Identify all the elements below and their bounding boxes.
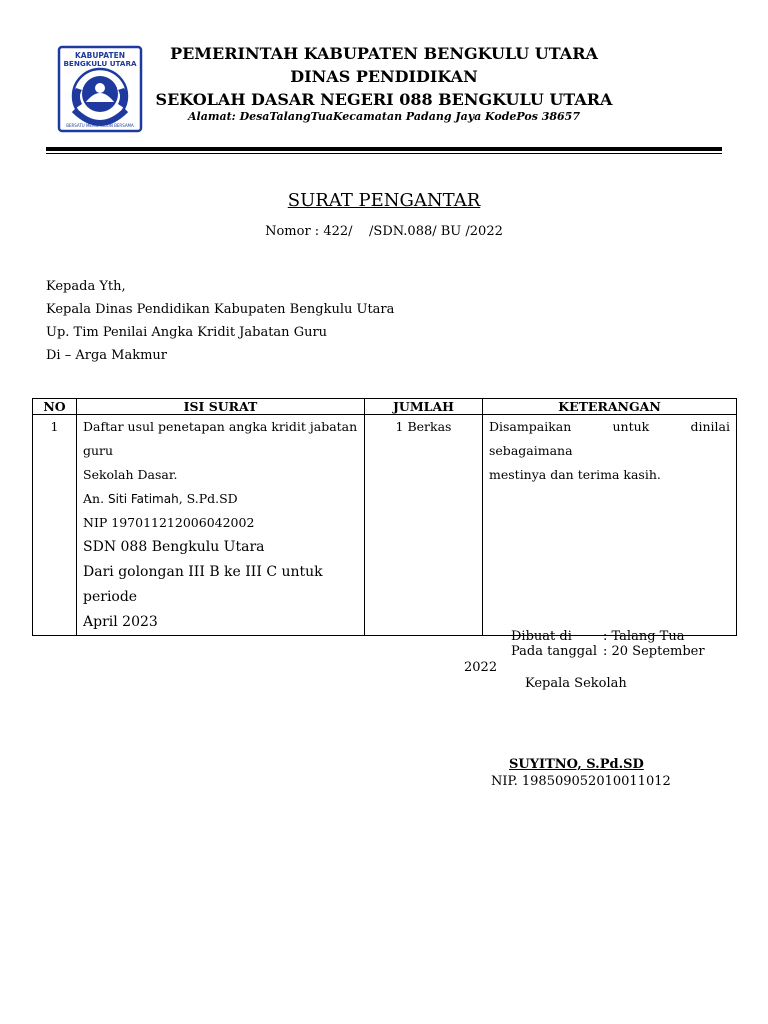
- signer-nip: NIP. 198509052010011012: [491, 774, 671, 789]
- ket-line: Disampaikan untuk dinilai sebagaimana: [489, 419, 730, 458]
- isi-period: April 2023: [83, 614, 158, 630]
- table-row: [33, 415, 737, 636]
- header-jumlah: JUMLAH: [365, 399, 483, 415]
- sig-date-label: Pada tanggal: [511, 644, 598, 659]
- kop-school: SEKOLAH DASAR NEGERI 088 BENGKULU UTARA: [155, 90, 613, 109]
- letter-number: Nomor : 422/ /SDN.088/ BU /2022: [265, 224, 503, 239]
- table-header-row: [33, 399, 737, 415]
- isi-name-suffix: , S.Pd.SD: [178, 491, 238, 506]
- header-divider: [46, 147, 722, 151]
- isi-grade: Dari golongan III B ke III C untuk periode: [83, 564, 323, 605]
- sig-place-value: : Talang Tua: [603, 629, 685, 644]
- isi-nip: NIP 197011212006042002: [83, 515, 255, 530]
- cell-no: 1: [33, 415, 77, 636]
- header-keterangan: KETERANGAN: [483, 399, 737, 415]
- kop-department: DINAS PENDIDIKAN: [290, 67, 478, 86]
- logo-text-bottom: BERSATU MEMBANGUN BERSAMA: [66, 123, 134, 128]
- ket-line: mestinya dan terima kasih.: [489, 467, 661, 482]
- recipient-greeting: Kepada Yth,: [46, 279, 126, 294]
- header-divider-thin: [46, 153, 722, 154]
- sig-date-value: : 20 September: [603, 644, 705, 659]
- recipient-location: Di – Arga Makmur: [46, 348, 168, 363]
- isi-line: Daftar usul penetapan angka kridit jabatan guru: [83, 419, 358, 458]
- recipient-attention: Up. Tim Penilai Angka Kridit Jabatan Guru: [46, 325, 328, 340]
- teacher-name: Siti Fatimah: [108, 492, 179, 506]
- kop-address: Alamat: DesaTalangTuaKecamatan Padang Jaya KodePos 38657: [187, 110, 580, 123]
- isi-line: Sekolah Dasar.: [83, 467, 178, 482]
- sig-year: 2022: [464, 660, 498, 675]
- header-isi: ISI SURAT: [77, 399, 365, 415]
- cell-jumlah: 1 Berkas: [365, 415, 483, 636]
- recipient-title: Kepala Dinas Pendidikan Kabupaten Bengkulu Utara: [46, 302, 395, 317]
- isi-school: SDN 088 Bengkulu Utara: [83, 539, 265, 555]
- sig-position: Kepala Sekolah: [525, 676, 627, 691]
- cell-isi: [77, 415, 365, 636]
- sig-place-label: Dibuat di: [511, 629, 572, 644]
- letter-title: SURAT PENGANTAR: [287, 190, 481, 211]
- letter-content-table: [32, 398, 737, 636]
- cell-keterangan: [483, 415, 737, 636]
- isi-name-prefix: An.: [83, 491, 109, 506]
- logo-text-top2: BENGKULU UTARA: [63, 59, 137, 68]
- signer-name: SUYITNO, S.Pd.SD: [509, 757, 644, 772]
- logo-text-top: KABUPATEN: [75, 51, 125, 60]
- kop-government: PEMERINTAH KABUPATEN BENGKULU UTARA: [170, 44, 598, 63]
- header-no: NO: [33, 399, 77, 415]
- isi-name-line: [83, 487, 358, 511]
